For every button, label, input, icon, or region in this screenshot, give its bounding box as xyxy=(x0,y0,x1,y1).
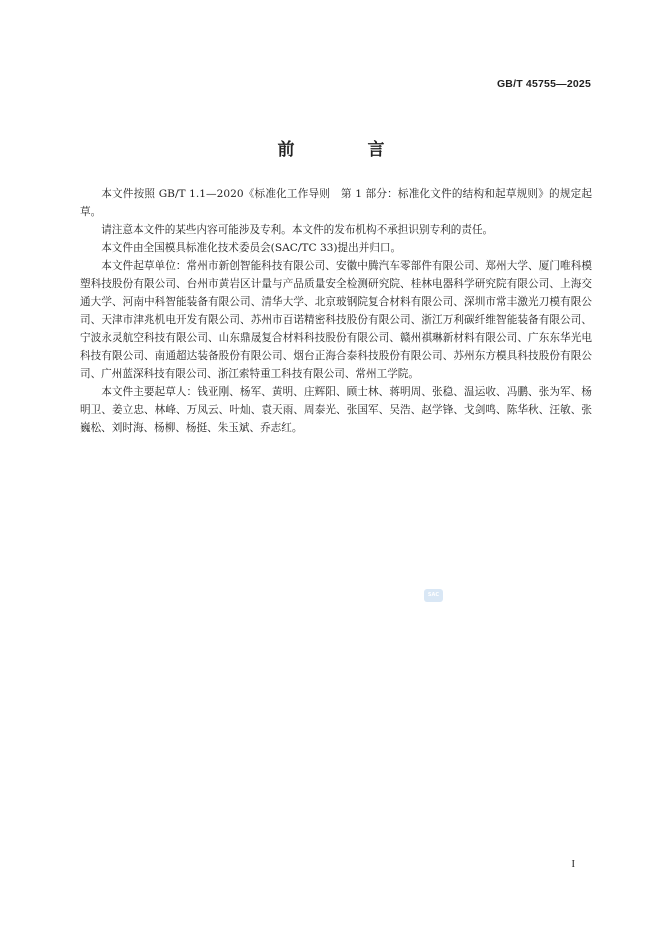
paragraph-drafting-rules: 本文件按照 GB/T 1.1—2020《标准化工作导则 第 1 部分：标准化文件的结构和起草规则》的规定起草。 xyxy=(80,188,592,218)
standard-code: GB/T 45755—2025 xyxy=(496,78,591,90)
paragraph-drafting-units: 本文件起草单位：常州市新创智能科技有限公司、安徽中腾汽车零部件有限公司、郑州大学、厦门唯科模塑科技股份有限公司、台州市黄岩区计量与产品质量安全检测研究院、桂林电器科学研究院有限公司、上海交通大学、河南中科智能装备有限公司、清华大学、北京玻钢院复合材料有限公司、深圳市常丰激光刀模有限公司、天津市津兆机电开发有限公司、苏州市百诺精密科技股份有限公司、浙江万利碳纤维智能装备有限公司、宁波永灵航空科技有限公司、山东鼎晟复合材料科技股份有限公司、赣州祺琳新材料有限公司、广东东华光电科技有限公司、南通超达装备股份有限公司、烟台正海合泰科技股份有限公司、苏州东方模具科技股份有限公司、广州蓝深科技有限公司、浙江索特重工科技有限公司、常州工学院。 xyxy=(80,260,592,380)
paragraph-patent-notice: 请注意本文件的某些内容可能涉及专利。本文件的发布机构不承担识别专利的责任。 xyxy=(101,224,494,236)
paragraph-drafters: 本文件主要起草人：钱亚刚、杨军、黄明、庄辉阳、顾士林、蒋明周、张稳、温运收、冯鹏、张为军、杨明卫、姜立忠、林峰、万凤云、叶灿、袁天雨、周泰光、张国军、吴浩、赵学锋、戈剑鸣、陈华秋、汪敏、张巍松、刘时海、杨柳、杨挺、朱玉斌、乔志红。 xyxy=(80,386,592,434)
page-title: 前 言 xyxy=(277,140,413,160)
sac-watermark-logo: SAC xyxy=(424,589,443,602)
page-number: I xyxy=(571,859,575,870)
paragraph-proposer: 本文件由全国模具标准化技术委员会(SAC/TC 33)提出并归口。 xyxy=(101,242,402,254)
foreword-body xyxy=(80,185,592,437)
